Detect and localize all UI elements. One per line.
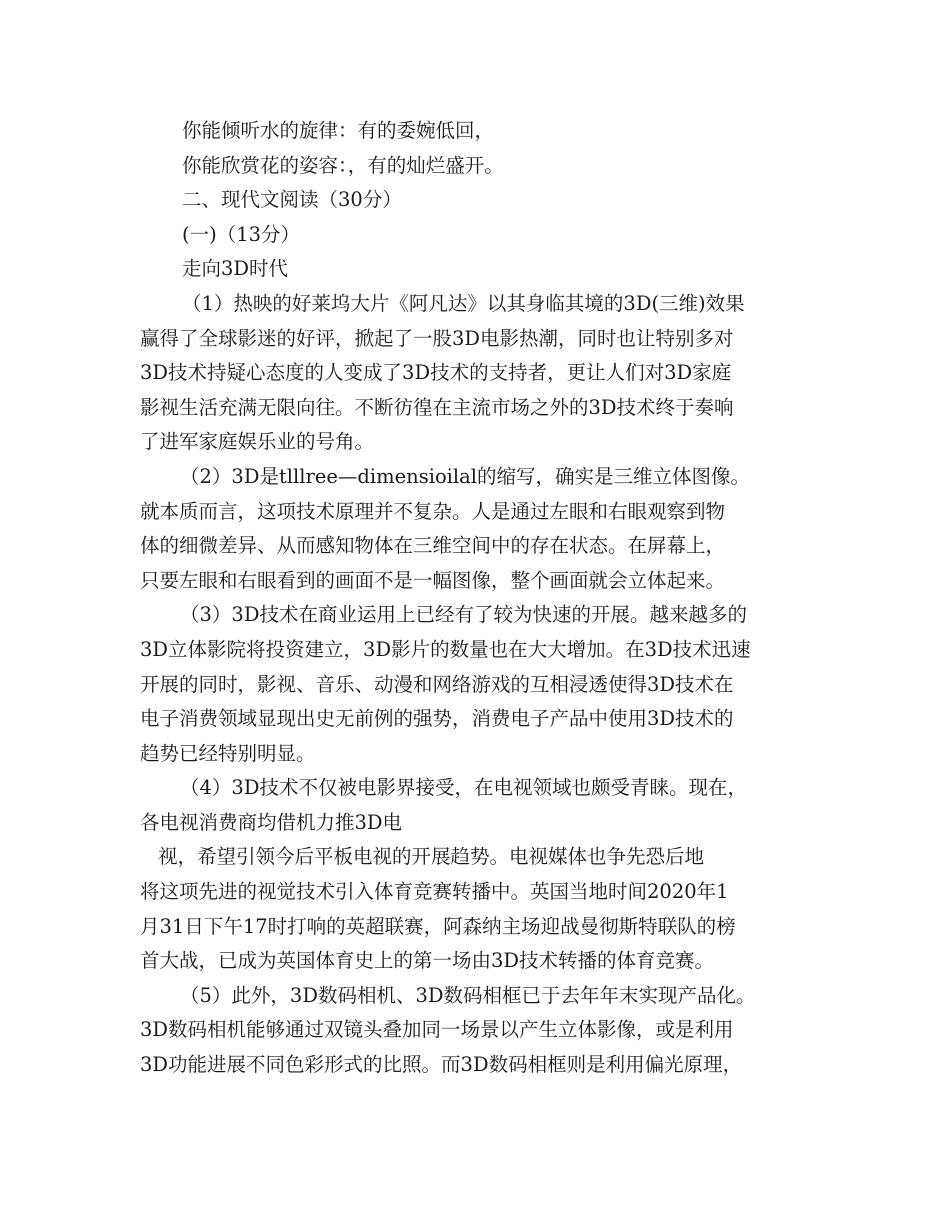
- paragraph-line: 电子消费领域显现出史无前例的强势，消费电子产品中使用3D技术的: [140, 707, 734, 731]
- paragraph-line: 3D立体影院将投资建立，3D影片的数量也在大大增加。在3D技术迅速: [140, 637, 751, 661]
- article-title: 走向3D时代: [182, 257, 289, 281]
- paragraph-line: 各电视消费商均借机力推3D电: [140, 810, 403, 834]
- document-body: [140, 114, 820, 1083]
- paragraph-line: 视，希望引领今后平板电视的开展趋势。电视媒体也争先恐后地: [158, 845, 705, 869]
- paragraph-line: 3D技术持疑心态度的人变成了3D技术的支持者，更让人们对3D家庭: [140, 361, 732, 385]
- paragraph-line: （1）热映的好莱坞大片《阿凡达》以其身临其境的3D(三维)效果: [182, 291, 745, 315]
- paragraph-line: 赢得了全球影迷的好评，掀起了一股3D电影热潮，同时也让特别多对: [140, 326, 734, 350]
- paragraph-line: 3D数码相机能够通过双镜头叠加同一场景以产生立体影像，或是利用: [140, 1018, 734, 1042]
- paragraph-line: 开展的同时，影视、音乐、动漫和网络游戏的互相浸透使得3D技术在: [140, 672, 734, 696]
- paragraph-line: 将这项先进的视觉技术引入体育竞赛转播中。英国当地时间2020年1: [140, 880, 729, 904]
- paragraph-line: 3D功能进展不同色彩形式的比照。而3D数码相框则是利用偏光原理，: [140, 1053, 743, 1077]
- paragraph-line: （2）3D是tlllree—dimensioilal的缩写，确实是三维立体图像。: [180, 464, 751, 488]
- paragraph-line: （4）3D技术不仅被电影界接受，在电视领域也颇受青睐。现在，: [180, 776, 747, 800]
- paragraph-line: 首大战，已成为英国体育史上的第一场由3D技术转播的体育竞赛。: [140, 949, 715, 973]
- paragraph-line: 影视生活充满无限向往。不断彷徨在主流市场之外的3D技术终于奏响: [140, 395, 734, 419]
- paragraph-line: 月31日下午17时打响的英超联赛，阿森纳主场迎战曼彻斯特联队的榜: [140, 914, 736, 938]
- section-heading: 二、现代文阅读（30分）: [182, 188, 402, 212]
- paragraph-line: （3）3D技术在商业运用上已经有了较为快速的开展。越来越多的: [180, 603, 747, 627]
- paragraph-line: 趋势已经特别明显。: [140, 741, 316, 765]
- paragraph-line: 体的细微差异、从而感知物体在三维空间中的存在状态。在屏幕上，: [140, 534, 726, 558]
- paragraph-line: 只要左眼和右眼看到的画面不是一幅图像，整个画面就会立体起来。: [140, 568, 726, 592]
- paragraph-line: 了进军家庭娱乐业的号角。: [140, 430, 375, 454]
- subsection-heading: (一)（13分）: [182, 222, 301, 246]
- paragraph-line: 就本质而言，这项技术原理并不复杂。人是通过左眼和右眼观察到物: [140, 499, 726, 523]
- text-line: 你能倾听水的旋律：有的委婉低回，: [182, 119, 495, 142]
- paragraph-line: （5）此外，3D数码相机、3D数码相框已于去年年末实现产品化。: [180, 983, 756, 1007]
- text-line: 你能欣赏花的姿容：，有的灿烂盛开。: [182, 153, 504, 177]
